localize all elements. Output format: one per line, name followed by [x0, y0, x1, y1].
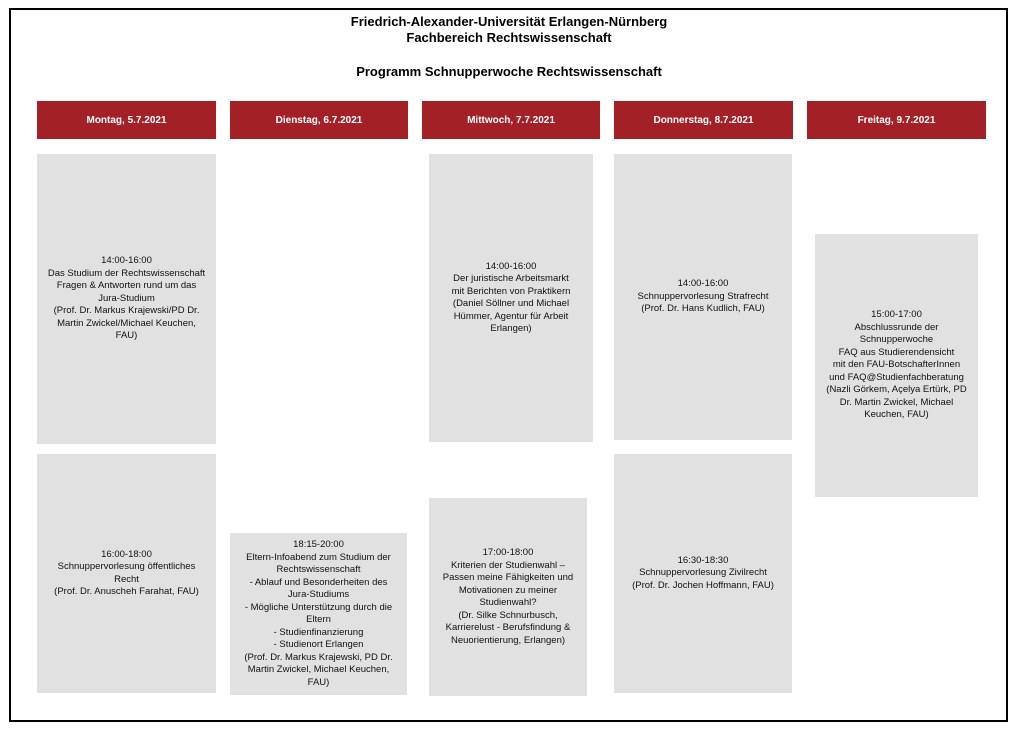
event-description: Der juristische Arbeitsmarkt mit Berichten von Praktikern (Daniel Söllner und Michael Hümmer, Agentur für Arbeit Erlangen) — [451, 273, 571, 334]
event-time: 18:15-20:00 — [293, 539, 344, 550]
event-description: Kriterien der Studienwahl – Passen meine Fähigkeiten und Motivationen zu meiner Studienwahl? (Dr. Silke Schnurbusch, Karrierelust - Berufsfindung & Neuorientierung, Erlangen) — [442, 559, 574, 646]
day-header-wednesday: Mittwoch, 7.7.2021 — [422, 101, 600, 139]
event-time: 14:00-16:00 — [101, 255, 152, 267]
event-monday-2 — [37, 454, 216, 693]
event-time: 14:00-16:00 — [485, 260, 537, 272]
event-wednesday-2 — [429, 498, 587, 696]
event-thursday-1 — [614, 154, 792, 440]
event-wednesday-1 — [429, 154, 593, 442]
event-description: Eltern-Infoabend zum Studium der Rechtswissenschaft - Ablauf und Besonderheiten des Jura-Studiums - Mögliche Unterstützung durch die Eltern - Studienfinanzierung - Studienort Erlangen (Prof. Dr. Markus Krajewski, PD Dr. Martin Zwickel, Michael Keuchen, FAU) — [244, 551, 393, 688]
event-description: Abschlussrunde der Schnupperwoche FAQ aus Studierendensicht mit den FAU-BotschafterInnen und FAQ@Studienfachberatung (Nazli Görkem, Açelya Ertürk, PD Dr. Martin Zwickel, Michael Keuchen, FAU) — [826, 321, 967, 421]
program-title: Programm Schnupperwoche Rechtswissenschaft — [356, 64, 662, 79]
day-header-tuesday: Dienstag, 6.7.2021 — [230, 101, 408, 139]
event-monday-1 — [37, 154, 216, 444]
event-time: 14:00-16:00 — [677, 278, 729, 290]
university-title: Friedrich-Alexander-Universität Erlangen-Nürnberg — [350, 14, 668, 29]
event-time: 17:00-18:00 — [482, 547, 534, 558]
event-thursday-2 — [614, 454, 792, 693]
event-friday-1 — [815, 234, 978, 497]
event-description: Das Studium der Rechtswissenschaft Fragen & Antworten rund um das Jura-Studium (Prof. Dr. Markus Krajewski/PD Dr. Martin Zwickel/Michael Keuchen, FAU) — [47, 267, 206, 342]
day-header-monday: Montag, 5.7.2021 — [37, 101, 216, 139]
event-time: 15:00-17:00 — [871, 309, 922, 321]
event-description: Schnuppervorlesung öffentliches Recht (Prof. Dr. Anuscheh Farahat, FAU) — [54, 561, 199, 597]
event-time: 16:30-18:30 — [677, 554, 729, 566]
day-header-friday: Freitag, 9.7.2021 — [807, 101, 986, 139]
event-description: Schnuppervorlesung Zivilrecht (Prof. Dr. Jochen Hoffmann, FAU) — [632, 567, 774, 591]
department-title: Fachbereich Rechtswissenschaft — [406, 30, 612, 45]
event-time: 16:00-18:00 — [101, 548, 152, 560]
event-description: Schnuppervorlesung Strafrecht (Prof. Dr. Hans Kudlich, FAU) — [637, 290, 769, 315]
event-tuesday-1 — [230, 533, 407, 695]
day-header-thursday: Donnerstag, 8.7.2021 — [614, 101, 793, 139]
